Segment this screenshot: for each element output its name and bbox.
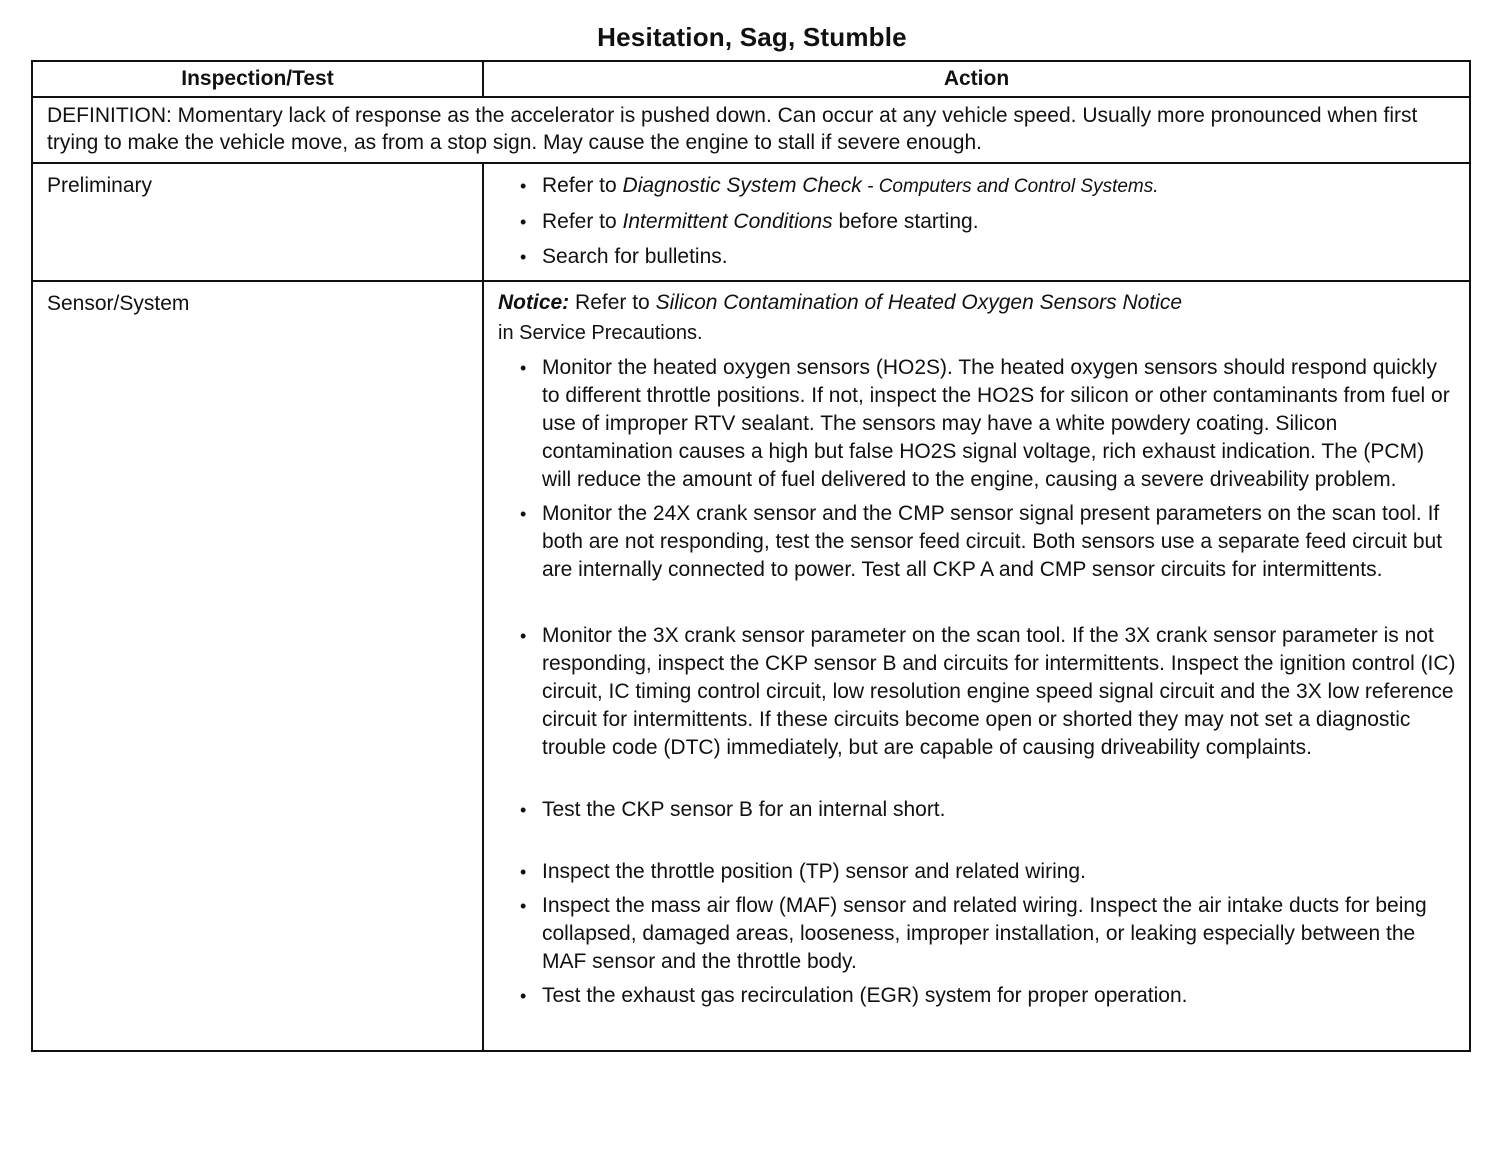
reference-link[interactable]: Silicon Contamination of Heated Oxygen Sensors Notice <box>655 291 1183 314</box>
list-item: • Test the exhaust gas recirculation (EGR) system for proper operation. <box>484 982 1459 1010</box>
bullet-icon: • <box>520 504 527 524</box>
preliminary-actions <box>483 163 1470 281</box>
definition-text: DEFINITION: Momentary lack of response as the accelerator is pushed down. Can occur at any vehicle speed. Usually more pronounced when first trying to make the vehicle move, as from a stop sign. May cause the engine to stall if severe enough. <box>32 97 1470 163</box>
bullet-icon: • <box>520 212 527 232</box>
bullet-icon: • <box>520 862 527 882</box>
list-item: • Monitor the heated oxygen sensors (HO2S). The heated oxygen sensors should respond quickly to different throttle positions. If not, inspect the HO2S for silicon or other contaminants from fuel or use of improper RTV sealant. The sensors may have a white powdery coating. Silicon contamination causes a high but false HO2S signal voltage, rich exhaust indication. The (PCM) will reduce the amount of fuel delivered to the engine, causing a severe driveability problem. <box>520 356 1450 491</box>
row-label-preliminary: Preliminary <box>32 163 483 281</box>
list-item: • Inspect the mass air flow (MAF) sensor and related wiring. Inspect the air intake ducts for being collapsed, damaged areas, looseness, improper installation, or leaking especially between the MAF sensor and the throttle body. <box>520 894 1427 973</box>
bullet-icon: • <box>520 626 527 646</box>
bullet-icon: • <box>520 176 527 196</box>
diagnostic-table <box>31 60 1471 1052</box>
sensor-list <box>484 354 1459 1010</box>
header-inspection-test: Inspection/Test <box>32 61 483 97</box>
page-title: Hesitation, Sag, Stumble <box>597 22 907 52</box>
list-item: • Inspect the throttle position (TP) sensor and related wiring. <box>484 858 1459 886</box>
bullet-icon: • <box>520 800 527 820</box>
definition-row <box>32 97 1470 163</box>
bullet-icon: • <box>520 358 527 378</box>
notice-label: Notice: <box>498 291 570 314</box>
header-action: Action <box>483 61 1470 97</box>
header-row <box>32 61 1470 97</box>
notice: Notice: Refer to Silicon Contamination of Heated Oxygen Sensors Notice in Service Precautions. <box>498 291 1183 344</box>
list-item: • Refer to Intermittent Conditions before starting. <box>484 208 1459 236</box>
list-item: • Search for bulletins. <box>484 243 1459 271</box>
list-item: • Monitor the 24X crank sensor and the CMP sensor signal present parameters on the scan tool. If both are not responding, test the sensor feed circuit. Both sensors use a separate feed circuit but are internally connected to power. Test all CKP A and CMP sensor circuits for intermittents. <box>520 502 1443 581</box>
preliminary-list <box>484 172 1459 271</box>
list-item: • Test the CKP sensor B for an internal short. <box>484 796 1459 824</box>
bullet-icon: • <box>520 896 527 916</box>
bullet-icon: • <box>520 247 527 267</box>
table-row <box>32 281 1470 1051</box>
list-item: • Monitor the 3X crank sensor parameter on the scan tool. If the 3X crank sensor parameter is not responding, inspect the CKP sensor B and circuits for intermittents. Inspect the ignition control (IC) circuit, IC timing control circuit, low resolution engine speed signal circuit and the 3X low reference circuit for intermittents. If these circuits become open or shorted they may not set a diagnostic trouble code (DTC) immediately, but are capable of causing driveability complaints. <box>520 624 1456 759</box>
row-label-sensor-system: Sensor/System <box>32 281 483 1051</box>
sensor-system-actions <box>483 281 1470 1051</box>
reference-link[interactable]: Intermittent Conditions <box>622 210 833 233</box>
list-item: • Refer to Diagnostic System Check - Computers and Control Systems. <box>484 172 1459 201</box>
bullet-icon: • <box>520 986 527 1006</box>
reference-link[interactable]: Diagnostic System Check <box>622 174 862 197</box>
table-row <box>32 163 1470 281</box>
